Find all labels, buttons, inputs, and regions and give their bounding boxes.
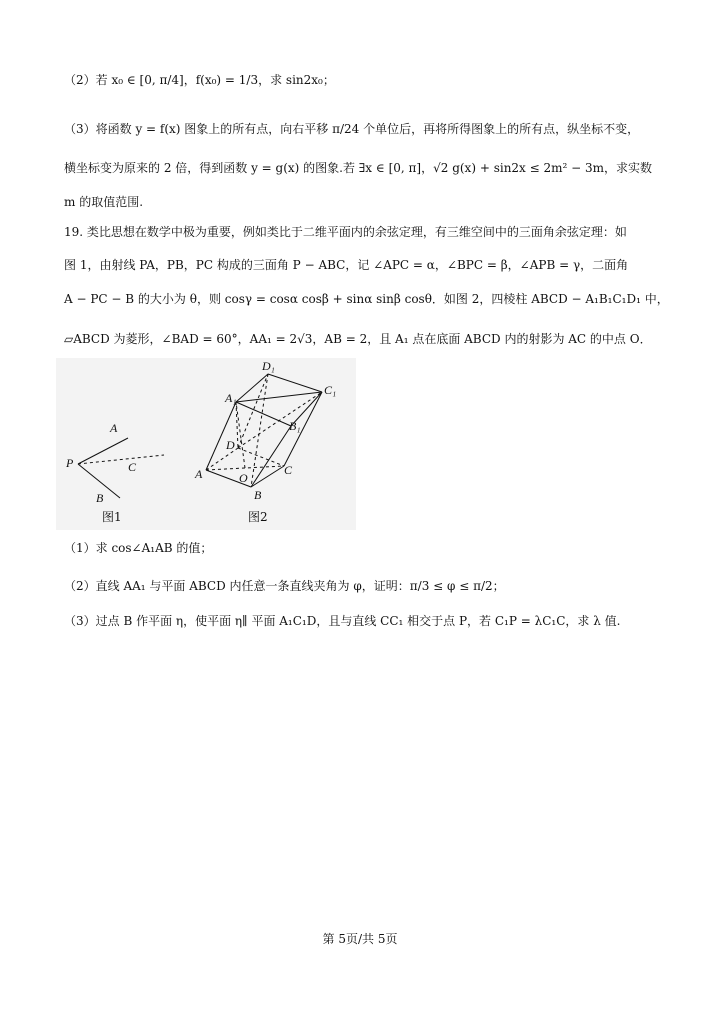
question-line: （2）若 x₀ ∈ [0, π/4]，f(x₀) = 1/3，求 sin2x₀； (64, 73, 335, 87)
fig1-label-a: A (110, 421, 118, 435)
figure-svg (56, 358, 356, 530)
fig1-label-p: P (66, 456, 74, 470)
question-line: 图 1，由射线 PA，PB，PC 构成的三面角 P − ABC，记 ∠APC = α，∠BPC = β，∠APB = γ，二面角 (64, 258, 629, 272)
fig2-label-d: D (226, 438, 235, 452)
question-line: （3）过点 B 作平面 η，使平面 η∥ 平面 A₁C₁D，且与直线 CC₁ 相交于点 P，若 C₁P = λC₁C，求 λ 值. (64, 614, 621, 628)
fig1-label-c: C (128, 460, 137, 474)
fig2-label-o: O (239, 471, 248, 485)
question-line: （3）将函数 y = f(x) 图象上的所有点，向右平移 π/24 个单位后，再将所得图象上的所有点，纵坐标不变， (64, 122, 640, 136)
fig2-label-b: B (254, 488, 262, 502)
question-line: m 的取值范围. (64, 195, 144, 209)
figures (56, 358, 356, 530)
fig1-label-b: B (96, 491, 104, 505)
fig2-label-d1: D₁ (262, 359, 275, 373)
fig2-label-c1: C₁ (324, 383, 337, 397)
fig2-label-b1: B₁ (289, 419, 301, 433)
fig2-caption: 图2 (248, 510, 268, 524)
question-line: （1）求 cos∠A₁AB 的值； (64, 541, 213, 555)
question-line: 19. 类比思想在数学中极为重要，例如类比于二维平面内的余弦定理，有三维空间中的三面角余弦定理：如 (64, 225, 627, 239)
question-line: 横坐标变为原来的 2 倍，得到函数 y = g(x) 的图象.若 ∃x ∈ [0, π]，√2 g(x) + sin2x ≤ 2m² − 3m，求实数 (64, 161, 653, 175)
question-line: （2）直线 AA₁ 与平面 ABCD 内任意一条直线夹角为 φ，证明：π/3 ≤ φ ≤ π/2； (64, 579, 505, 593)
question-line: A − PC − B 的大小为 θ，则 cosγ = cosα cosβ + sinα sinβ cosθ．如图 2，四棱柱 ABCD − A₁B₁C₁D₁ 中， (64, 292, 669, 306)
fig2-label-a1: A₁ (225, 391, 237, 405)
page-number: 第 5页/共 5页 (322, 932, 398, 946)
fig1-caption: 图1 (102, 510, 122, 524)
fig2-label-c: C (284, 463, 293, 477)
question-line: ▱ABCD 为菱形，∠BAD = 60°，AA₁ = 2√3，AB = 2，且 A₁ 点在底面 ABCD 内的射影为 AC 的中点 O． (64, 332, 652, 346)
fig2-label-a: A (195, 467, 203, 481)
